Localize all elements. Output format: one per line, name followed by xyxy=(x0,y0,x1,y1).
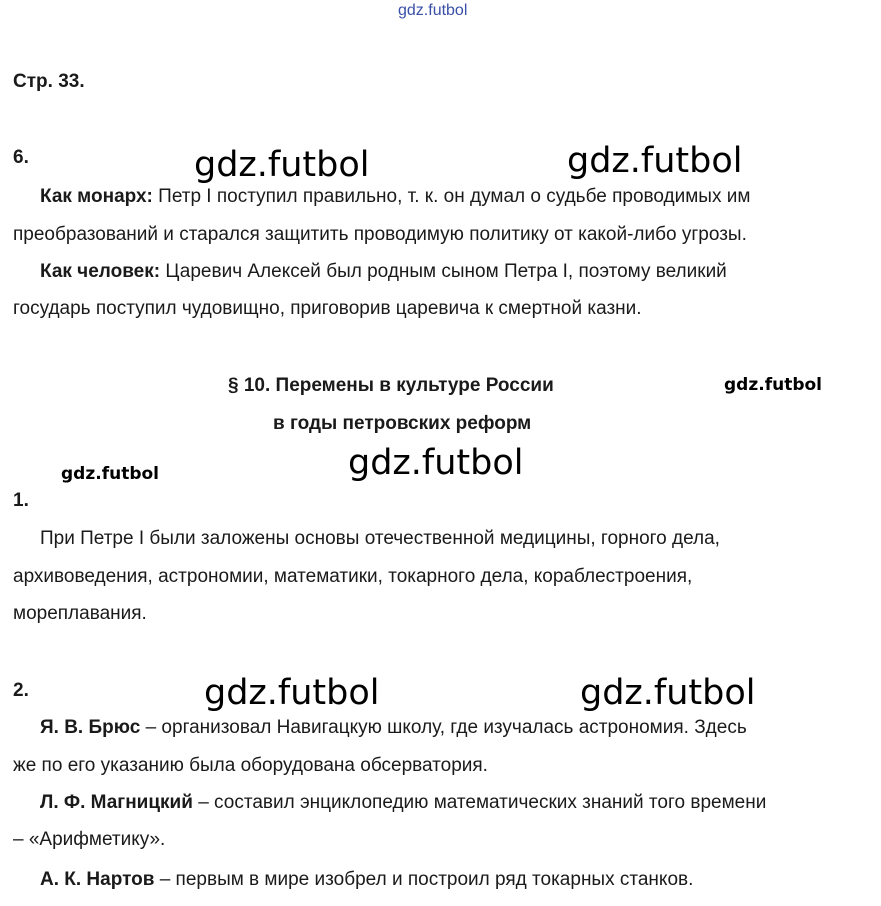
watermark-small: gdz.futbol xyxy=(724,375,822,395)
monarch-label: Как монарх: xyxy=(40,186,153,207)
magnitsky-text: – составил энциклопедию математических знаний того времени xyxy=(192,792,767,813)
task-6-monarch-line-2: преобразований и старался защитить проводимую политику от какой-либо угрозы. xyxy=(13,224,747,245)
bruce-label: Я. В. Брюс xyxy=(40,717,141,738)
task-6-person-line-2: государь поступил чудовищно, приговорив царевича к смертной казни. xyxy=(13,298,642,319)
section-title-line-1: § 10. Перемены в культуре России xyxy=(228,375,554,396)
task-6-monarch-line xyxy=(40,187,868,206)
watermark-small: gdz.futbol xyxy=(61,464,159,484)
task-1-line-3: мореплавания. xyxy=(13,603,147,624)
task-2-bruce-line xyxy=(40,718,747,737)
watermark-top: gdz.futbol xyxy=(398,2,468,19)
section-title-line-2: в годы петровских реформ xyxy=(273,413,532,434)
task-6-person-line xyxy=(40,262,870,281)
task-1-line-2: архивоведения, астрономии, математики, токарного дела, кораблестроения, xyxy=(13,566,693,587)
task-1-line-1: При Петре I были заложены основы отечественной медицины, горного дела, xyxy=(40,528,720,549)
task-2-nartov-line xyxy=(40,870,693,889)
magnitsky-label: Л. Ф. Магницкий xyxy=(40,792,193,813)
person-text: Царевич Алексей был родным сыном Петра I, поэтому великий xyxy=(165,261,727,282)
watermark-big: gdz.futbol xyxy=(567,141,743,181)
watermark-big: gdz.futbol xyxy=(580,673,756,713)
task-2-bruce-line-2: же по его указанию была оборудована обсерватория. xyxy=(13,755,488,776)
task-2-number: 2. xyxy=(13,680,29,701)
task-2-magnitsky-line-2: – «Арифметику». xyxy=(13,829,166,850)
nartov-label: А. К. Нартов xyxy=(40,869,155,890)
monarch-text: Петр I поступил правильно, т. к. он думал о судьбе проводимых им xyxy=(158,186,751,207)
watermark-big: gdz.futbol xyxy=(194,145,370,185)
page-reference: Стр. 33. xyxy=(13,71,85,92)
task-1-number: 1. xyxy=(13,490,29,511)
person-label: Как человек: xyxy=(40,261,161,282)
task-2-magnitsky-line xyxy=(40,793,766,812)
task-6-number: 6. xyxy=(13,147,29,168)
bruce-text: – организовал Навигацкую школу, где изучалась астрономия. Здесь xyxy=(140,717,747,738)
watermark-big: gdz.futbol xyxy=(348,443,524,483)
watermark-big: gdz.futbol xyxy=(204,673,380,713)
nartov-text: – первым в мире изобрел и построил ряд токарных станков. xyxy=(154,869,694,890)
